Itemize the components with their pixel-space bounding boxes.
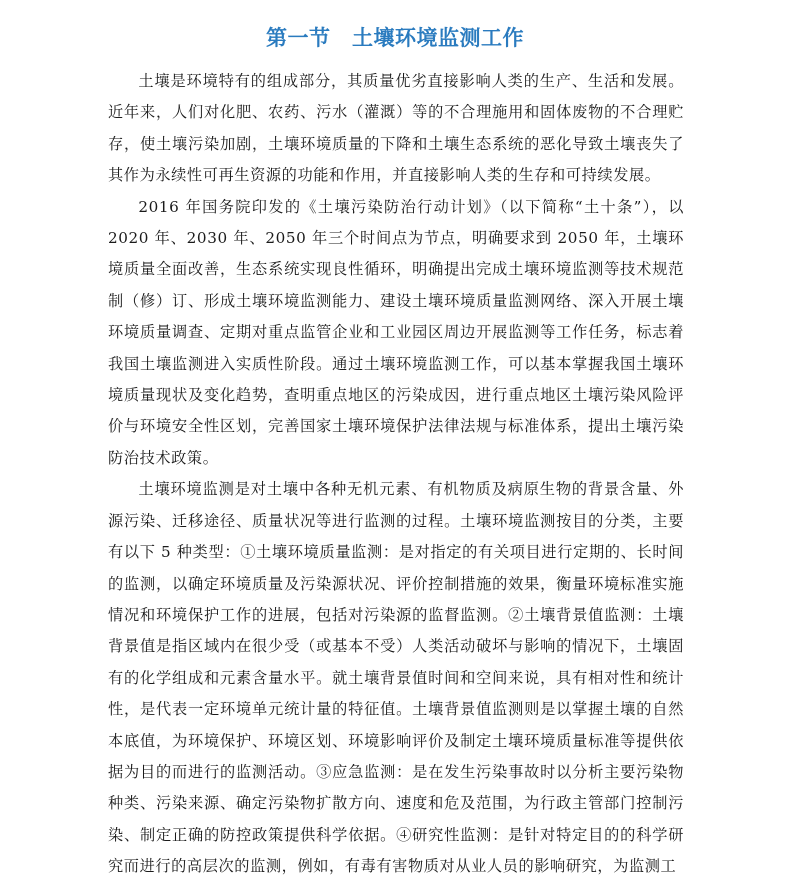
paragraph-monitoring-types: 土壤环境监测是对土壤中各种无机元素、有机物质及病原生物的背景含量、外源污染、迁移途径、质量状况等进行监测的过程。土壤环境监测按目的分类，主要有以下 5 种类型：①土壤环境质量监测：是对指定的有关项目进行定期的、长时间的监测，以确定环境质量及污染源状况、评价控制措施的效果，衡量环境标准实施情况和环境保护工作的进展，包括对污染源的监督监测。②土壤背景值监测：土壤背景值是指区域内在很少受（或基本不受）人类活动破坏与影响的情况下，土壤固有的化学组成和元素含量水平。就土壤背景值时间和空间来说，具有相对性和统计性，是代表一定环境单元统计量的特征值。土壤背景值监测则是以掌握土壤的自然本底值，为环境保护、环境区划、环境影响评价及制定土壤环境质量标准等提供依据为目的而进行的监测活动。③应急监测：是在发生污染事故时以分析主要污染物种类、污染来源、确定污染物扩散方向、速度和危及范围，为行政主管部门控制污染、制定正确的防控政策提供科学依据。④研究性监测：是针对特定目的的科学研究而进行的高层次的监测，例如，有毒有害物质对从业人员的影响研究，为监测工 xyxy=(108,480,684,876)
body-text xyxy=(108,66,684,883)
section-title: 第一节 土壤环境监测工作 xyxy=(266,26,524,51)
paragraph-soil-importance: 土壤是环境特有的组成部分，其质量优劣直接影响人类的生产、生活和发展。近年来，人们对化肥、农药、污水（灌溉）等的不合理施用和固体废物的不合理贮存，使土壤污染加剧，土壤环境质量的下降和土壤生态系统的恶化导致土壤丧失了其作为永续性可再生资源的功能和作用，并直接影响人类的生存和可持续发展。 xyxy=(108,72,684,185)
paragraph-soil-action-plan: 2016 年国务院印发的《土壤污染防治行动计划》（以下简称“土十条”），以 2020 年、2030 年、2050 年三个时间点为节点，明确要求到 2050 年，土壤环境质量全面改善，生态系统实现良性循环，明确提出完成土壤环境监测等技术规范制（修）订、形成土壤环境监测能力、建设土壤环境质量监测网络、深入开展土壤环境质量调查、定期对重点监管企业和工业园区周边开展监测等工作任务，标志着我国土壤监测进入实质性阶段。通过土壤环境监测工作，可以基本掌握我国土壤环境质量现状及变化趋势，查明重点地区的污染成因，进行重点地区土壤污染风险评价与环境安全性区划，完善国家土壤环境保护法律法规与标准体系，提出土壤污染防治技术政策。 xyxy=(108,197,684,467)
